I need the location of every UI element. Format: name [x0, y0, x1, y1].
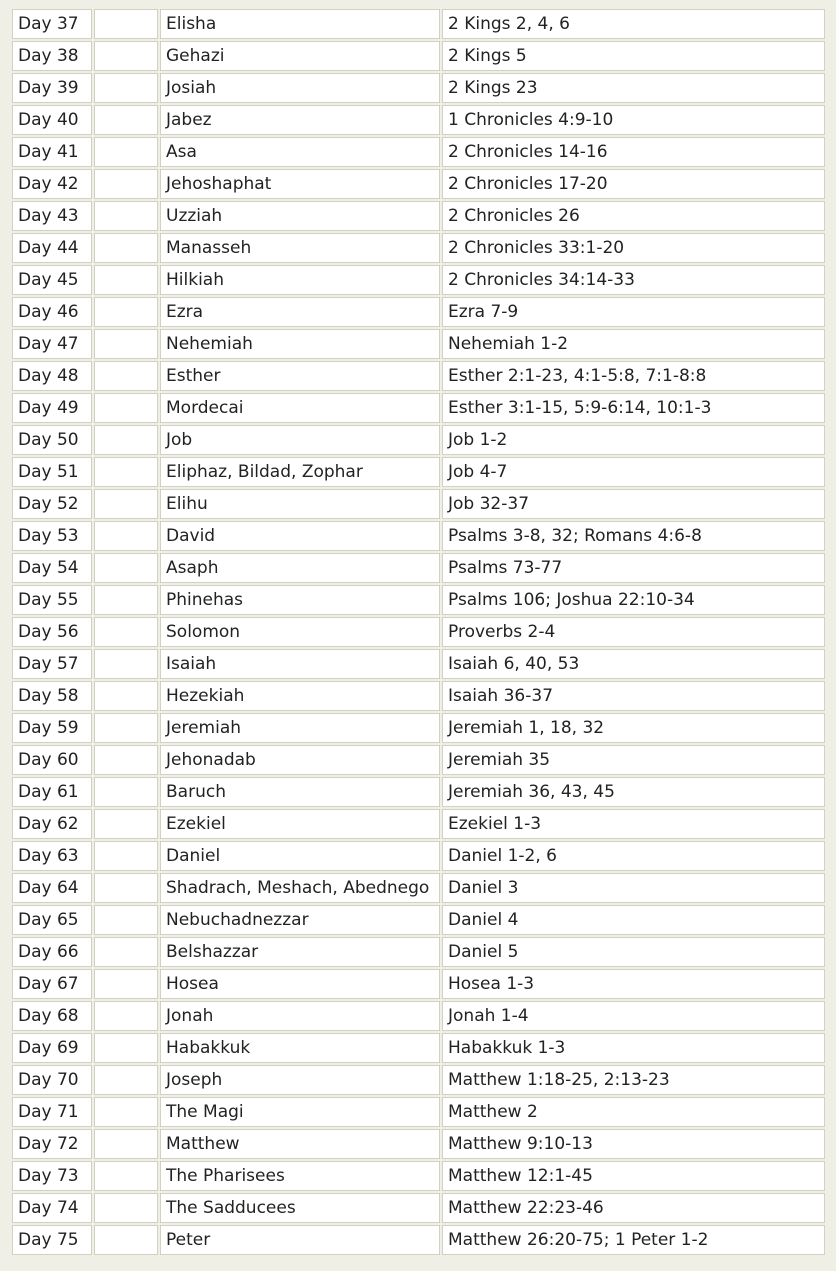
- table-row: [12, 873, 825, 903]
- day-cell: Day 71: [12, 1097, 92, 1127]
- day-cell: Day 38: [12, 41, 92, 71]
- reading-cell: Daniel 3: [442, 873, 825, 903]
- table-row: [12, 361, 825, 391]
- day-cell: Day 55: [12, 585, 92, 615]
- day-cell: Day 61: [12, 777, 92, 807]
- table-row: [12, 265, 825, 295]
- person-cell: Nehemiah: [160, 329, 440, 359]
- reading-cell: Daniel 5: [442, 937, 825, 967]
- day-cell: Day 68: [12, 1001, 92, 1031]
- reading-cell: 2 Chronicles 17-20: [442, 169, 825, 199]
- empty-cell: [94, 489, 158, 519]
- table-row: [12, 649, 825, 679]
- empty-cell: [94, 841, 158, 871]
- table-row: [12, 457, 825, 487]
- reading-plan-table: [10, 7, 827, 1257]
- day-cell: Day 43: [12, 201, 92, 231]
- table-row: [12, 681, 825, 711]
- empty-cell: [94, 265, 158, 295]
- empty-cell: [94, 393, 158, 423]
- person-cell: David: [160, 521, 440, 551]
- empty-cell: [94, 233, 158, 263]
- person-cell: Manasseh: [160, 233, 440, 263]
- person-cell: Hezekiah: [160, 681, 440, 711]
- table-row: [12, 1065, 825, 1095]
- table-row: [12, 713, 825, 743]
- reading-plan-body: [12, 9, 825, 1255]
- reading-cell: Jonah 1-4: [442, 1001, 825, 1031]
- empty-cell: [94, 553, 158, 583]
- day-cell: Day 57: [12, 649, 92, 679]
- day-cell: Day 37: [12, 9, 92, 39]
- person-cell: Solomon: [160, 617, 440, 647]
- person-cell: Uzziah: [160, 201, 440, 231]
- empty-cell: [94, 297, 158, 327]
- reading-cell: Jeremiah 36, 43, 45: [442, 777, 825, 807]
- day-cell: Day 73: [12, 1161, 92, 1191]
- empty-cell: [94, 425, 158, 455]
- empty-cell: [94, 969, 158, 999]
- empty-cell: [94, 1225, 158, 1255]
- day-cell: Day 69: [12, 1033, 92, 1063]
- reading-plan-container: [10, 7, 827, 1257]
- person-cell: Peter: [160, 1225, 440, 1255]
- reading-cell: Matthew 22:23-46: [442, 1193, 825, 1223]
- day-cell: Day 74: [12, 1193, 92, 1223]
- person-cell: Joseph: [160, 1065, 440, 1095]
- person-cell: Josiah: [160, 73, 440, 103]
- day-cell: Day 52: [12, 489, 92, 519]
- empty-cell: [94, 1161, 158, 1191]
- day-cell: Day 50: [12, 425, 92, 455]
- table-row: [12, 425, 825, 455]
- empty-cell: [94, 9, 158, 39]
- empty-cell: [94, 169, 158, 199]
- person-cell: Jehonadab: [160, 745, 440, 775]
- reading-cell: 2 Kings 23: [442, 73, 825, 103]
- empty-cell: [94, 1193, 158, 1223]
- person-cell: The Magi: [160, 1097, 440, 1127]
- person-cell: Baruch: [160, 777, 440, 807]
- table-row: [12, 1129, 825, 1159]
- table-row: [12, 553, 825, 583]
- day-cell: Day 60: [12, 745, 92, 775]
- table-row: [12, 329, 825, 359]
- reading-cell: Jeremiah 1, 18, 32: [442, 713, 825, 743]
- table-row: [12, 905, 825, 935]
- person-cell: Habakkuk: [160, 1033, 440, 1063]
- empty-cell: [94, 681, 158, 711]
- day-cell: Day 53: [12, 521, 92, 551]
- person-cell: Jeremiah: [160, 713, 440, 743]
- person-cell: Elisha: [160, 9, 440, 39]
- reading-cell: Psalms 3-8, 32; Romans 4:6-8: [442, 521, 825, 551]
- reading-cell: Job 1-2: [442, 425, 825, 455]
- person-cell: Daniel: [160, 841, 440, 871]
- reading-cell: 2 Chronicles 14-16: [442, 137, 825, 167]
- reading-cell: 2 Chronicles 34:14-33: [442, 265, 825, 295]
- day-cell: Day 67: [12, 969, 92, 999]
- table-row: [12, 521, 825, 551]
- person-cell: The Pharisees: [160, 1161, 440, 1191]
- person-cell: Asa: [160, 137, 440, 167]
- reading-cell: Psalms 106; Joshua 22:10-34: [442, 585, 825, 615]
- empty-cell: [94, 809, 158, 839]
- empty-cell: [94, 617, 158, 647]
- table-row: [12, 9, 825, 39]
- reading-cell: Hosea 1-3: [442, 969, 825, 999]
- person-cell: Matthew: [160, 1129, 440, 1159]
- day-cell: Day 59: [12, 713, 92, 743]
- empty-cell: [94, 137, 158, 167]
- person-cell: Job: [160, 425, 440, 455]
- reading-cell: Matthew 2: [442, 1097, 825, 1127]
- day-cell: Day 49: [12, 393, 92, 423]
- person-cell: Phinehas: [160, 585, 440, 615]
- table-row: [12, 1161, 825, 1191]
- reading-cell: Habakkuk 1-3: [442, 1033, 825, 1063]
- day-cell: Day 66: [12, 937, 92, 967]
- empty-cell: [94, 329, 158, 359]
- empty-cell: [94, 521, 158, 551]
- table-row: [12, 809, 825, 839]
- person-cell: Ezra: [160, 297, 440, 327]
- person-cell: Jonah: [160, 1001, 440, 1031]
- table-row: [12, 585, 825, 615]
- day-cell: Day 75: [12, 1225, 92, 1255]
- table-row: [12, 73, 825, 103]
- table-row: [12, 489, 825, 519]
- reading-cell: Ezra 7-9: [442, 297, 825, 327]
- reading-cell: Matthew 12:1-45: [442, 1161, 825, 1191]
- table-row: [12, 41, 825, 71]
- table-row: [12, 1193, 825, 1223]
- person-cell: Shadrach, Meshach, Abednego: [160, 873, 440, 903]
- empty-cell: [94, 1129, 158, 1159]
- day-cell: Day 44: [12, 233, 92, 263]
- table-row: [12, 201, 825, 231]
- reading-cell: 2 Kings 5: [442, 41, 825, 71]
- reading-cell: Proverbs 2-4: [442, 617, 825, 647]
- day-cell: Day 65: [12, 905, 92, 935]
- day-cell: Day 58: [12, 681, 92, 711]
- day-cell: Day 72: [12, 1129, 92, 1159]
- reading-cell: Esther 3:1-15, 5:9-6:14, 10:1-3: [442, 393, 825, 423]
- person-cell: Eliphaz, Bildad, Zophar: [160, 457, 440, 487]
- table-row: [12, 617, 825, 647]
- empty-cell: [94, 1001, 158, 1031]
- empty-cell: [94, 41, 158, 71]
- person-cell: Hosea: [160, 969, 440, 999]
- empty-cell: [94, 201, 158, 231]
- table-row: [12, 169, 825, 199]
- table-row: [12, 297, 825, 327]
- table-row: [12, 937, 825, 967]
- day-cell: Day 70: [12, 1065, 92, 1095]
- empty-cell: [94, 873, 158, 903]
- reading-cell: Job 4-7: [442, 457, 825, 487]
- empty-cell: [94, 585, 158, 615]
- person-cell: Nebuchadnezzar: [160, 905, 440, 935]
- table-row: [12, 841, 825, 871]
- reading-cell: Matthew 26:20-75; 1 Peter 1-2: [442, 1225, 825, 1255]
- person-cell: Isaiah: [160, 649, 440, 679]
- empty-cell: [94, 457, 158, 487]
- empty-cell: [94, 1097, 158, 1127]
- table-row: [12, 233, 825, 263]
- reading-cell: Esther 2:1-23, 4:1-5:8, 7:1-8:8: [442, 361, 825, 391]
- empty-cell: [94, 713, 158, 743]
- day-cell: Day 62: [12, 809, 92, 839]
- empty-cell: [94, 73, 158, 103]
- empty-cell: [94, 1033, 158, 1063]
- reading-cell: Daniel 1-2, 6: [442, 841, 825, 871]
- table-row: [12, 1033, 825, 1063]
- reading-cell: 2 Kings 2, 4, 6: [442, 9, 825, 39]
- table-row: [12, 777, 825, 807]
- table-row: [12, 969, 825, 999]
- empty-cell: [94, 105, 158, 135]
- day-cell: Day 40: [12, 105, 92, 135]
- person-cell: Hilkiah: [160, 265, 440, 295]
- table-row: [12, 1001, 825, 1031]
- empty-cell: [94, 937, 158, 967]
- day-cell: Day 63: [12, 841, 92, 871]
- person-cell: Belshazzar: [160, 937, 440, 967]
- reading-cell: Ezekiel 1-3: [442, 809, 825, 839]
- reading-cell: Isaiah 36-37: [442, 681, 825, 711]
- reading-cell: 1 Chronicles 4:9-10: [442, 105, 825, 135]
- day-cell: Day 45: [12, 265, 92, 295]
- day-cell: Day 39: [12, 73, 92, 103]
- table-row: [12, 745, 825, 775]
- day-cell: Day 54: [12, 553, 92, 583]
- reading-cell: 2 Chronicles 33:1-20: [442, 233, 825, 263]
- day-cell: Day 48: [12, 361, 92, 391]
- table-row: [12, 393, 825, 423]
- table-row: [12, 105, 825, 135]
- person-cell: Ezekiel: [160, 809, 440, 839]
- empty-cell: [94, 905, 158, 935]
- person-cell: Jehoshaphat: [160, 169, 440, 199]
- day-cell: Day 42: [12, 169, 92, 199]
- empty-cell: [94, 745, 158, 775]
- reading-cell: 2 Chronicles 26: [442, 201, 825, 231]
- reading-cell: Psalms 73-77: [442, 553, 825, 583]
- person-cell: Esther: [160, 361, 440, 391]
- table-row: [12, 137, 825, 167]
- empty-cell: [94, 777, 158, 807]
- person-cell: Elihu: [160, 489, 440, 519]
- person-cell: The Sadducees: [160, 1193, 440, 1223]
- day-cell: Day 41: [12, 137, 92, 167]
- day-cell: Day 46: [12, 297, 92, 327]
- person-cell: Mordecai: [160, 393, 440, 423]
- table-row: [12, 1097, 825, 1127]
- day-cell: Day 64: [12, 873, 92, 903]
- table-row: [12, 1225, 825, 1255]
- reading-cell: Isaiah 6, 40, 53: [442, 649, 825, 679]
- day-cell: Day 47: [12, 329, 92, 359]
- reading-cell: Jeremiah 35: [442, 745, 825, 775]
- reading-cell: Nehemiah 1-2: [442, 329, 825, 359]
- day-cell: Day 51: [12, 457, 92, 487]
- empty-cell: [94, 1065, 158, 1095]
- empty-cell: [94, 361, 158, 391]
- reading-cell: Job 32-37: [442, 489, 825, 519]
- reading-cell: Matthew 1:18-25, 2:13-23: [442, 1065, 825, 1095]
- reading-cell: Daniel 4: [442, 905, 825, 935]
- reading-cell: Matthew 9:10-13: [442, 1129, 825, 1159]
- day-cell: Day 56: [12, 617, 92, 647]
- empty-cell: [94, 649, 158, 679]
- person-cell: Asaph: [160, 553, 440, 583]
- person-cell: Jabez: [160, 105, 440, 135]
- person-cell: Gehazi: [160, 41, 440, 71]
